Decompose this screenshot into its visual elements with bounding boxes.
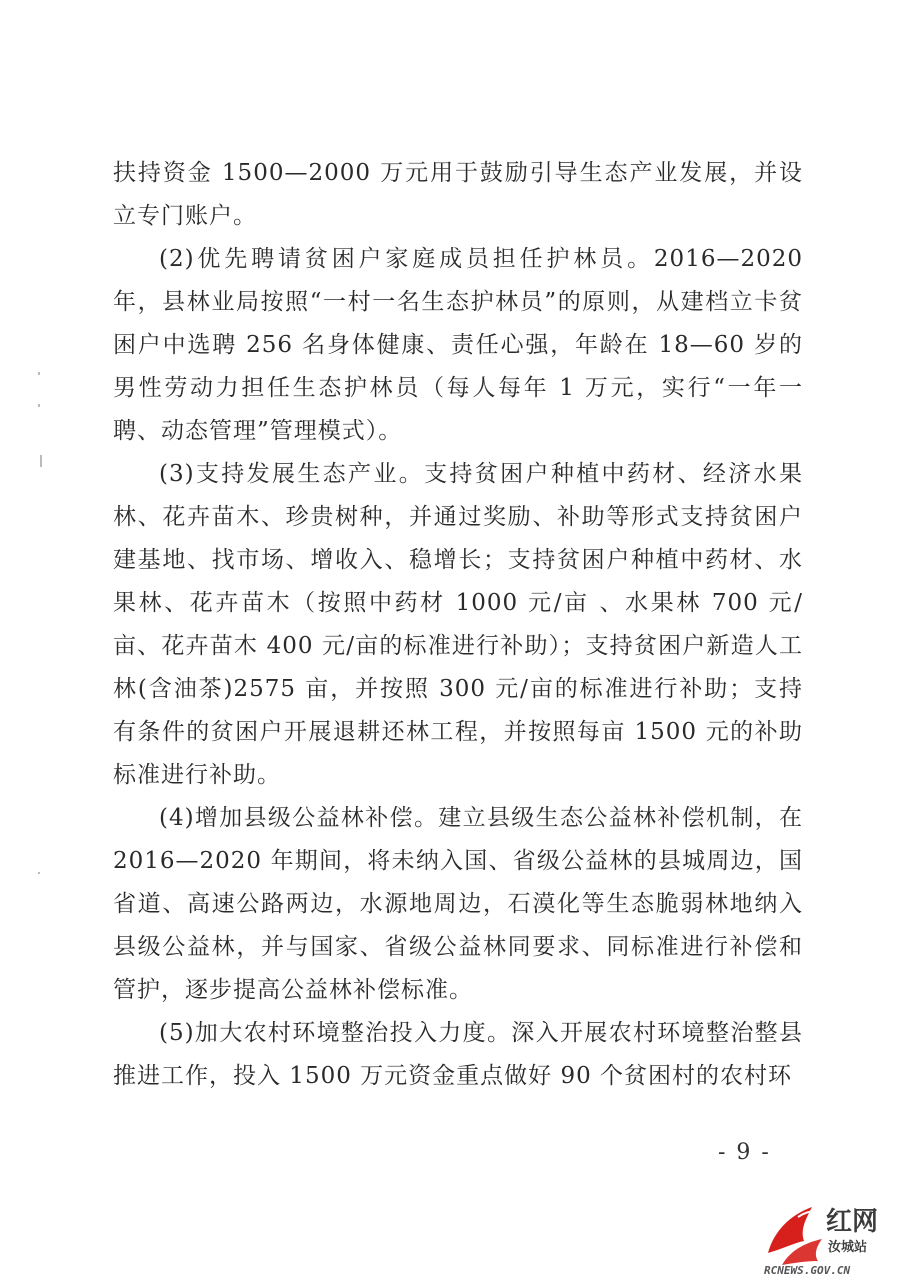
paragraph-item-5: (5)加大农村环境整治投入力度。深入开展农村环境整治整县推进工作，投入 1500 万元资金重点做好 90 个贫困村的农村环 xyxy=(113,1020,803,1089)
scan-margin-mark xyxy=(38,872,40,874)
paragraph-item-3: (3)支持发展生态产业。支持贫困户种植中药材、经济水果林、花卉苗木、珍贵树种，并通过奖励、补助等形式支持贫困户建基地、找市场、增收入、稳增长；支持贫困户种植中药材、水果林、花卉苗木（按照中药材 1000 元/亩 、水果林 700 元/亩、花卉苗木 400 元/亩的标准进行补助）；支持贫困户新造人工林(含油茶)2575 亩，并按照 300 元/亩的标准进行补助；支持有条件的贫困户开展退耕还林工程，并按照每亩 1500 元的补助标准进行补助。 xyxy=(113,461,803,788)
scan-margin-mark xyxy=(40,455,42,467)
scan-margin-mark xyxy=(38,404,40,407)
paragraph-continuation: 扶持资金 1500—2000 万元用于鼓励引导生态产业发展，并设立专门账户。 xyxy=(113,160,803,229)
watermark-brand: 红网 xyxy=(826,1207,879,1237)
watermark-url: RCNEWS.GOV.CN xyxy=(764,1264,851,1277)
scan-margin-mark xyxy=(38,372,40,375)
rednet-watermark xyxy=(760,1195,906,1280)
watermark-station: 汝城站 xyxy=(828,1240,868,1255)
page-number: - 9 - xyxy=(718,1140,771,1165)
paragraph-item-4: (4)增加县级公益林补偿。建立县级生态公益林补偿机制，在 2016—2020 年期间，将未纳入国、省级公益林的县城周边，国省道、高速公路两边，水源地周边，石漠化等生态脆弱林地纳入县级公益林，并与国家、省级公益林同要求、同标准进行补偿和管护，逐步提高公益林补偿标准。 xyxy=(113,805,803,1003)
body-text xyxy=(113,152,803,1098)
red-brush-stroke-icon xyxy=(768,1207,822,1265)
paragraph-item-2: (2)优先聘请贫困户家庭成员担任护林员。2016—2020 年，县林业局按照“一村一名生态护林员”的原则，从建档立卡贫困户中选聘 256 名身体健康、责任心强，年龄在 18—60 岁的男性劳动力担任生态护林员（每人每年 1 万元，实行“一年一聘、动态管理”管理模式）。 xyxy=(113,246,803,444)
